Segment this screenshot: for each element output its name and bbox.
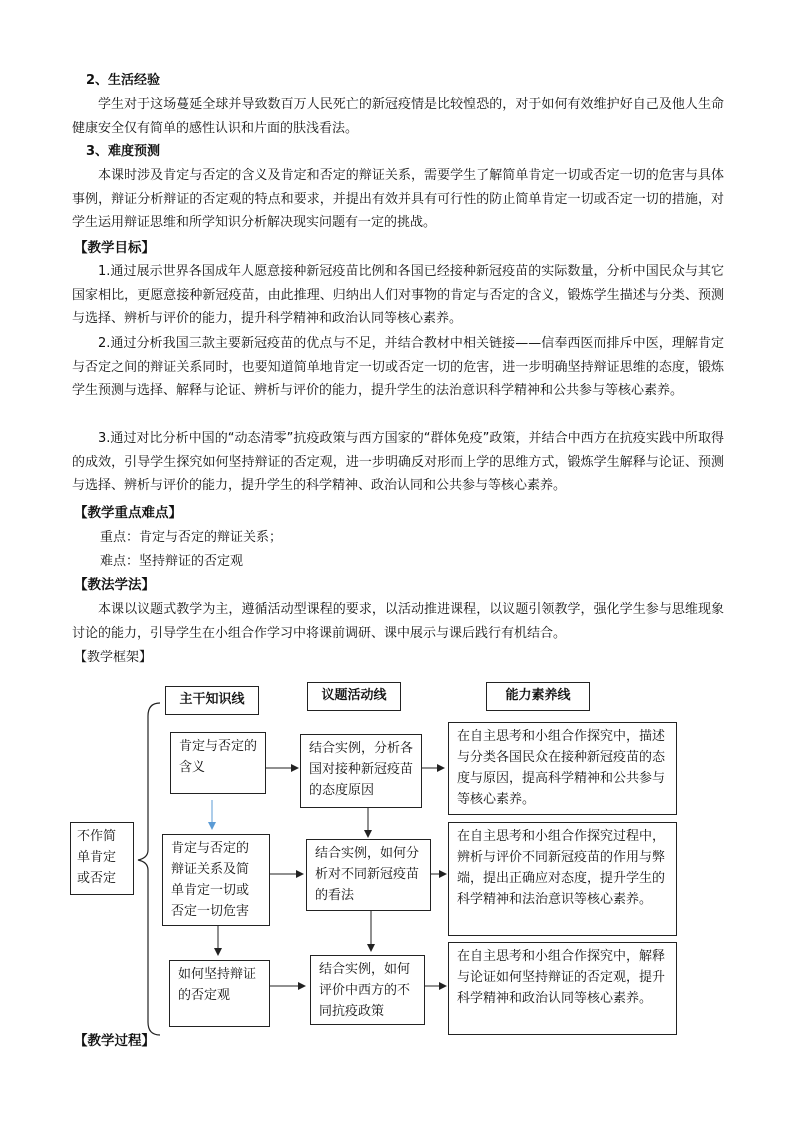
framework-heading: 【教学框架】 (74, 650, 153, 665)
header-activity-line: 议题活动线 (307, 682, 401, 711)
teaching-goal-1: 1.通过展示世界各国成年人愿意接种新冠疫苗比例和各国已经接种新冠疫苗的实际数量，分析中国民众与其它国家相比，更愿意接种新冠疫苗，由此推理、归纳出人们对事物的肯定与否定的含义，锻炼学生描述与分类、预测与选择、辨析与评价的能力，提升科学精神和政治认同等核心素养。 (72, 264, 724, 326)
brace-line (138, 703, 160, 1035)
teaching-goal-2: 2.通过分析我国三款主要新冠疫苗的优点与不足，并结合教材中相关链接——信奉西医而排斥中医，理解肯定与否定之间的辩证关系同时，也要知道简单地肯定一切或否定一切的危害，进一步明确坚持辩证思维的态度，锻炼学生预测与选择、解释与论证、辨析与评价的能力，提升学生的法治意识科学精神和公共参与等核心素养。 (72, 336, 724, 398)
root-box: 不作简单肯定或否定 (70, 822, 134, 895)
teaching-goal-3: 3.通过对比分析中国的“动态清零”抗疫政策与西方国家的“群体免疫”政策，并结合中西方在抗疫实践中所取得的成效，引导学生探究如何坚持辩证的否定观，进一步明确反对形而上学的思维方式，锻炼学生解释与论证、预测与选择、辨析与评价的能力，提升学生的科学精神、政治认同和公共参与等核心素养。 (72, 431, 724, 493)
ability-box-2: 在自主思考和小组合作探究过程中，辨析与评价不同新冠疫苗的作用与弊端，提出正确应对态度，提升学生的科学精神和法治意识等核心素养。 (448, 822, 677, 936)
methods-heading: 【教法学法】 (74, 577, 155, 593)
life-experience-text: 学生对于这场蔓延全球并导致数百万人民死亡的新冠疫情是比较惶恐的，对于如何有效维护好自己及他人生命健康安全仅有简单的感性认识和片面的肤浅看法。 (72, 97, 724, 136)
section-difficulty-heading: 3、难度预测 (86, 144, 161, 159)
teaching-process-heading: 【教学过程】 (74, 1033, 155, 1049)
teaching-goals-heading: 【教学目标】 (74, 240, 155, 256)
ability-box-3: 在自主思考和小组合作探究中，解释与论证如何坚持辩证的否定观，提升科学精神和政治认同等核心素养。 (448, 942, 677, 1035)
ability-box-1: 在自主思考和小组合作探究中，描述与分类各国民众在接种新冠疫苗的态度与原因，提高科学精神和公共参与等核心素养。 (448, 722, 677, 815)
knowledge-box-3: 如何坚持辩证的否定观 (169, 960, 270, 1027)
key-points-heading: 【教学重点难点】 (74, 505, 182, 521)
activity-box-3: 结合实例，如何评价中西方的不同抗疫政策 (310, 955, 425, 1025)
knowledge-box-1: 肯定与否定的含义 (170, 732, 266, 794)
knowledge-box-2: 肯定与否定的辩证关系及简单肯定一切或否定一切危害 (162, 834, 270, 926)
key-difficulty-text: 难点：坚持辩证的否定观 (100, 554, 244, 569)
key-focus-text: 重点：肯定与否定的辩证关系； (100, 530, 283, 545)
activity-box-1: 结合实例，分析各国对接种新冠疫苗的态度原因 (300, 734, 422, 808)
activity-box-2: 结合实例，如何分析对不同新冠疫苗的看法 (306, 839, 431, 911)
header-knowledge-line: 主干知识线 (165, 686, 259, 715)
methods-text: 本课以议题式教学为主，遵循活动型课程的要求，以活动推进课程，以议题引领教学，强化学生参与思维现象讨论的能力，引导学生在小组合作学习中将课前调研、课中展示与课后践行有机结合。 (72, 602, 724, 641)
section-life-experience-heading: 2、生活经验 (86, 73, 161, 88)
difficulty-text: 本课时涉及肯定与否定的含义及肯定和否定的辩证关系，需要学生了解简单肯定一切或否定一切的危害与具体事例，辩证分析辩证的否定观的特点和要求，并提出有效并具有可行性的防止简单肯定一切或否定一切的措施，对学生运用辩证思维和所学知识分析解决现实问题有一定的挑战。 (72, 168, 724, 230)
header-ability-line: 能力素养线 (486, 682, 590, 711)
